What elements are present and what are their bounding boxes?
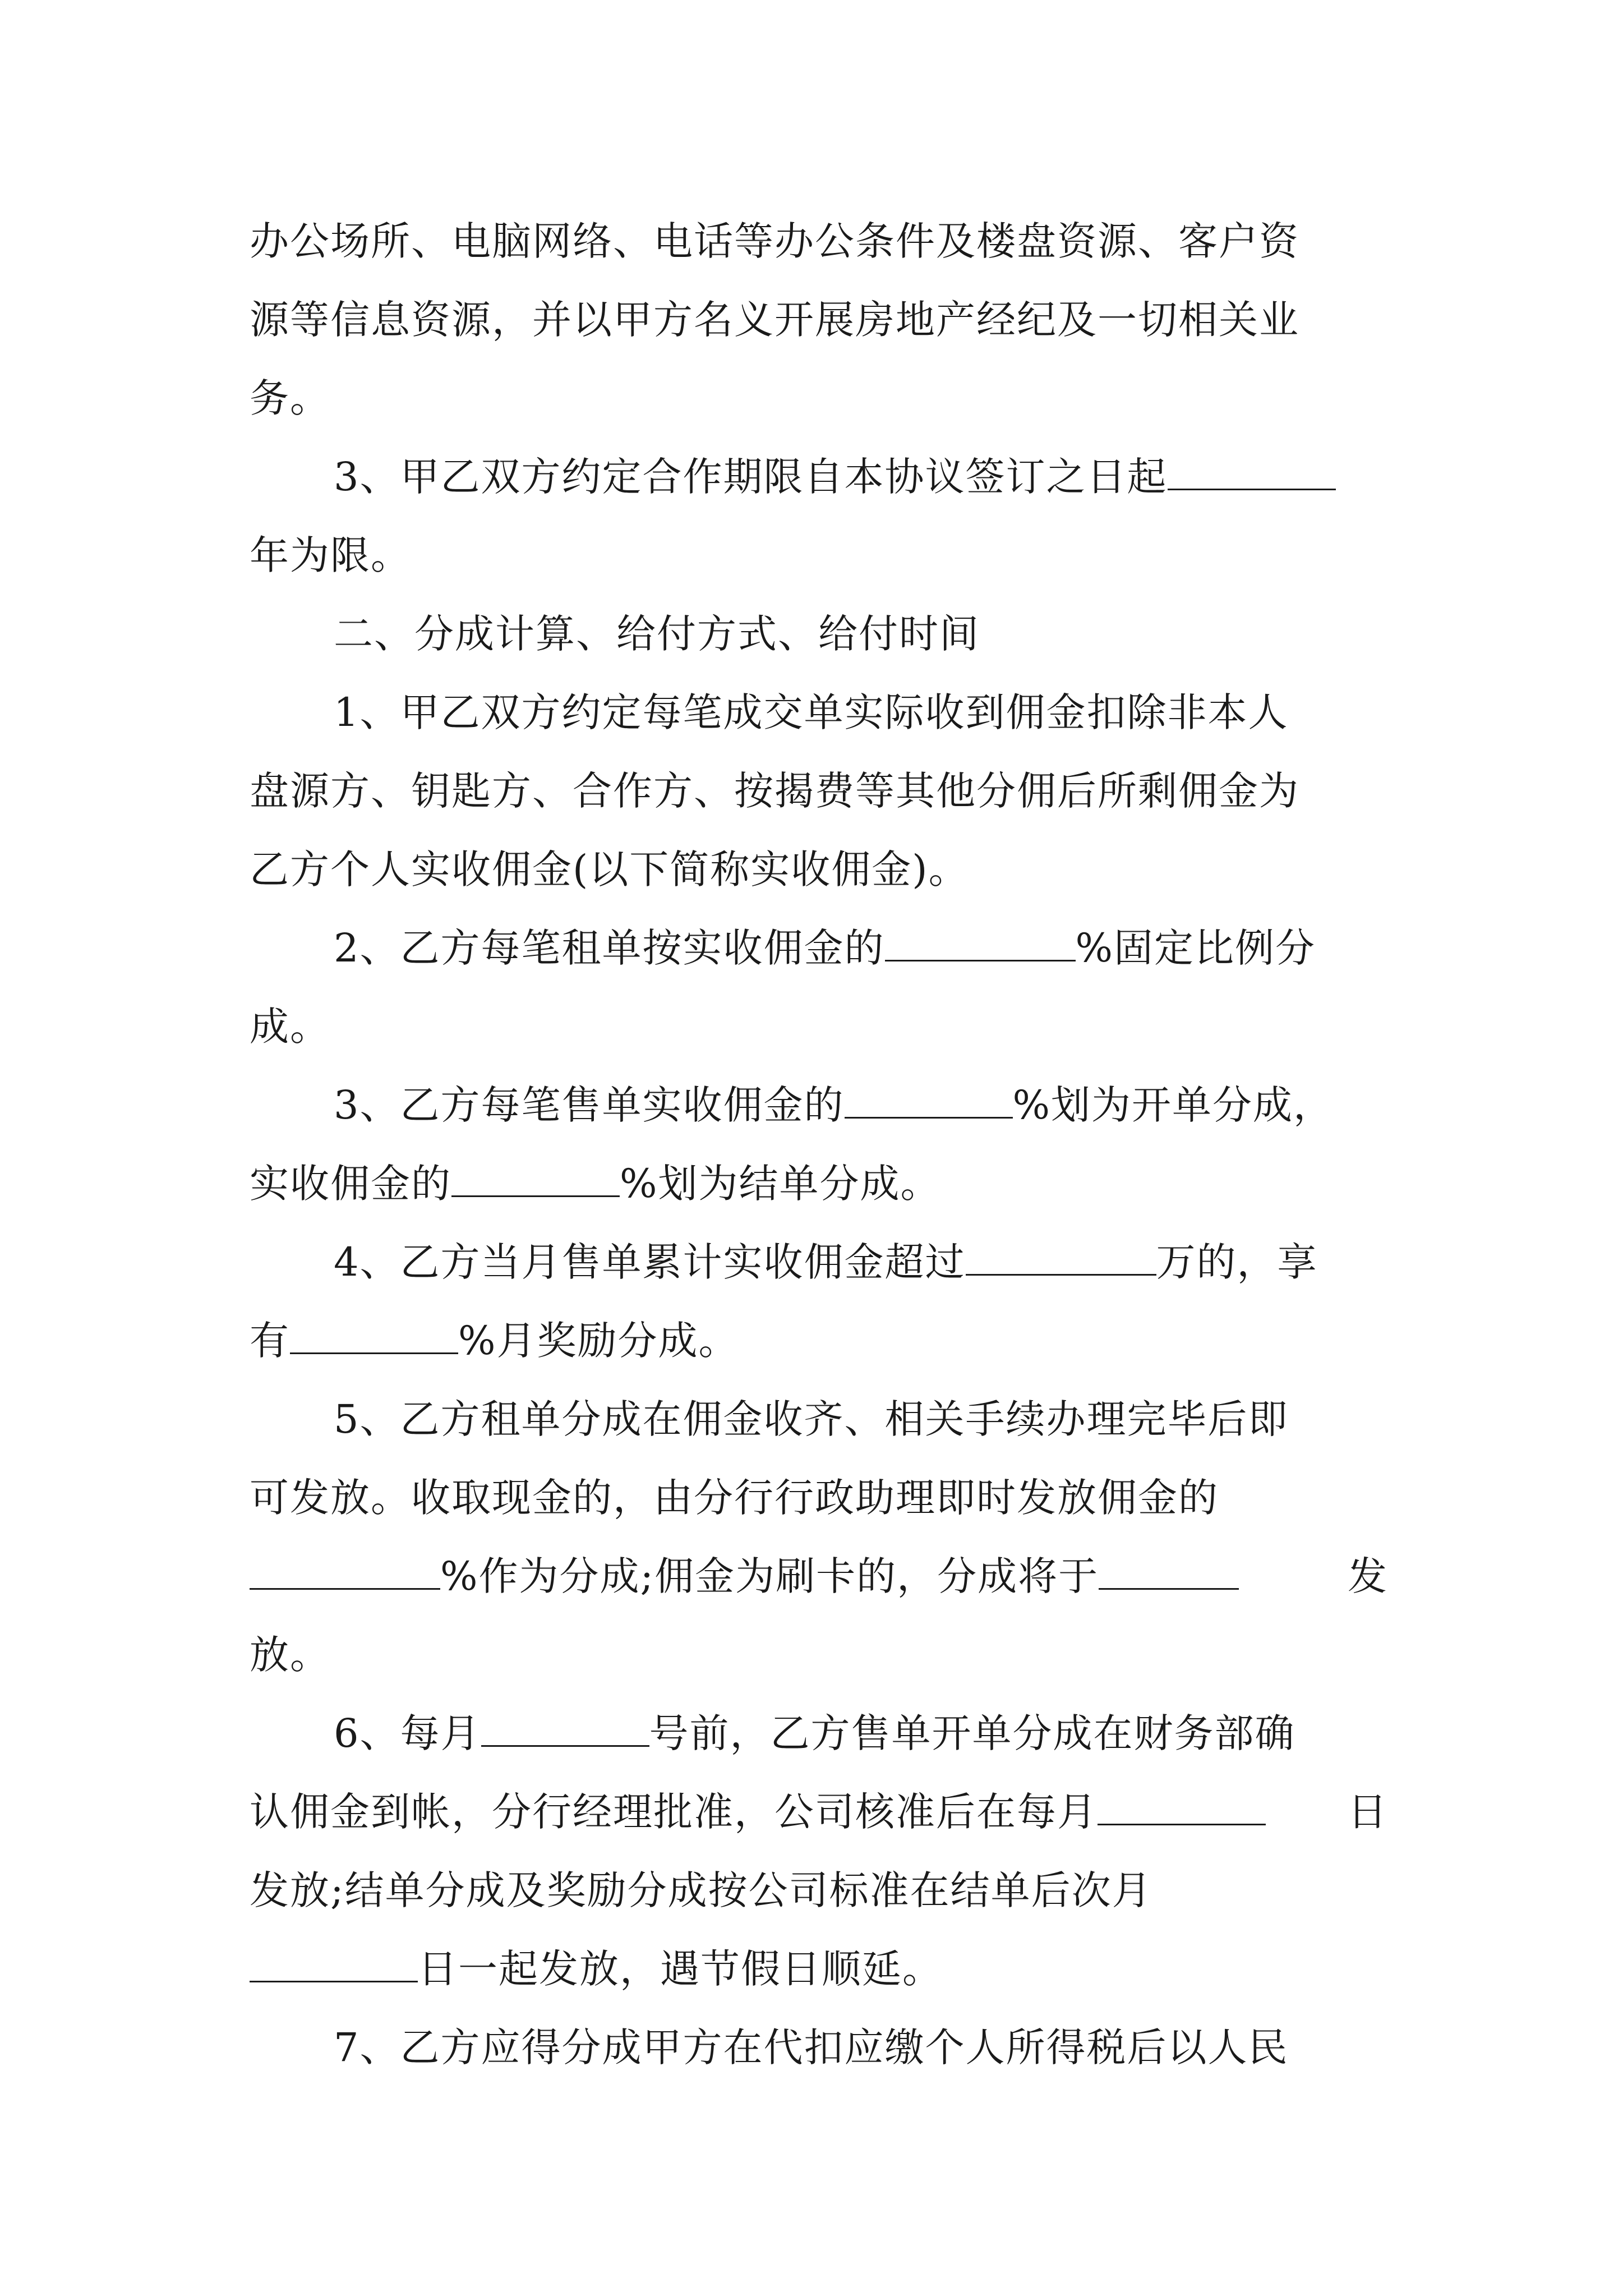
fill-in-blank[interactable] xyxy=(1099,1549,1239,1590)
fill-in-blank[interactable] xyxy=(1168,449,1336,490)
text-run: 日一起发放，遇节假日顺延。 xyxy=(418,1946,943,1992)
item-2-line xyxy=(250,987,1388,1066)
fill-in-blank[interactable] xyxy=(481,1706,649,1747)
text-run: 3、乙方每笔售单实收佣金的 xyxy=(334,1082,845,1128)
text-run: 发放;结单分成及奖励分成按公司标准在结单后次月 xyxy=(250,1867,1152,1913)
item-3-line xyxy=(250,1066,1388,1144)
item-2-line xyxy=(250,909,1388,987)
text-run: 日 xyxy=(1348,1789,1388,1835)
paragraph-line xyxy=(250,280,1388,359)
item-1-line xyxy=(250,673,1388,752)
item-6-line xyxy=(250,1694,1388,1773)
item-6-line xyxy=(250,1773,1388,1851)
item-1-line xyxy=(250,830,1388,909)
section-heading: 二、分成计算、给付方式、给付时间 xyxy=(334,611,980,657)
item-3-line xyxy=(250,1144,1388,1223)
item-6-line xyxy=(250,1851,1388,1930)
item-5-line xyxy=(250,1380,1388,1458)
text-run: %划为开单分成， xyxy=(1012,1082,1334,1128)
fill-in-blank[interactable] xyxy=(1098,1784,1266,1825)
fill-in-blank[interactable] xyxy=(290,1313,458,1354)
text-run: 1、甲乙双方约定每笔成交单实际收到佣金扣除非本人 xyxy=(334,689,1289,735)
text-run: 可发放。收取现金的，由分行行政助理即时发放佣金的 xyxy=(250,1475,1219,1521)
item-5-line xyxy=(250,1616,1388,1694)
contract-body xyxy=(250,202,1388,2087)
paragraph-line xyxy=(250,359,1388,438)
text-run: 有 xyxy=(250,1318,290,1364)
text-run: 4、乙方当月售单累计实收佣金超过 xyxy=(334,1239,966,1285)
text-run: 5、乙方租单分成在佣金收齐、相关手续办理完毕后即 xyxy=(334,1396,1289,1442)
text-run: 盘源方、钥匙方、合作方、按揭费等其他分佣后所剩佣金为 xyxy=(250,768,1299,814)
item-5-line xyxy=(250,1458,1388,1537)
item-4-line xyxy=(250,1301,1388,1380)
fill-in-blank[interactable] xyxy=(250,1549,440,1590)
item-6-line xyxy=(250,1930,1388,2008)
text-run: %固定比例分 xyxy=(1075,925,1316,971)
fill-in-blank[interactable] xyxy=(966,1235,1156,1276)
clause-3-line xyxy=(250,516,1388,595)
item-5-line xyxy=(250,1537,1388,1616)
text-run: 6、每月 xyxy=(334,1710,481,1756)
text-run: 乙方个人实收佣金(以下简称实收佣金)。 xyxy=(250,846,969,892)
text-run: 成。 xyxy=(250,1004,330,1050)
item-7-line xyxy=(250,2008,1388,2087)
text-run: 万的，享 xyxy=(1156,1239,1318,1285)
paragraph-line xyxy=(250,202,1388,280)
fill-in-blank[interactable] xyxy=(845,1078,1013,1119)
text-run: 7、乙方应得分成甲方在代扣应缴个人所得税后以人民 xyxy=(334,2024,1289,2070)
text-run: 3、甲乙双方约定合作期限自本协议签订之日起 xyxy=(334,454,1168,500)
fill-in-blank[interactable] xyxy=(250,1941,418,1982)
text-run: 实收佣金的 xyxy=(250,1161,451,1207)
text-run: 认佣金到帐，分行经理批准，公司核准后在每月 xyxy=(250,1789,1098,1835)
text-run: 源等信息资源，并以甲方名义开展房地产经纪及一切相关业 xyxy=(250,297,1299,343)
text-run: 号前，乙方售单开单分成在财务部确 xyxy=(649,1710,1295,1756)
text-run: 务。 xyxy=(250,375,330,421)
item-1-line xyxy=(250,752,1388,830)
text-run: 2、乙方每笔租单按实收佣金的 xyxy=(334,925,885,971)
text-run: 放。 xyxy=(250,1632,330,1678)
text-run: %划为结单分成。 xyxy=(620,1161,941,1207)
item-4-line xyxy=(250,1223,1388,1301)
fill-in-blank[interactable] xyxy=(451,1156,620,1197)
text-run: 发 xyxy=(1348,1553,1388,1599)
clause-3-line xyxy=(250,438,1388,516)
fill-in-blank[interactable] xyxy=(885,921,1076,961)
text-run: 办公场所、电脑网络、电话等办公条件及楼盘资源、客户资 xyxy=(250,218,1299,264)
text-run: %月奖励分成。 xyxy=(458,1318,739,1364)
text-run: %作为分成;佣金为刷卡的，分成将于 xyxy=(440,1553,1099,1599)
text-run: 年为限。 xyxy=(250,532,411,578)
